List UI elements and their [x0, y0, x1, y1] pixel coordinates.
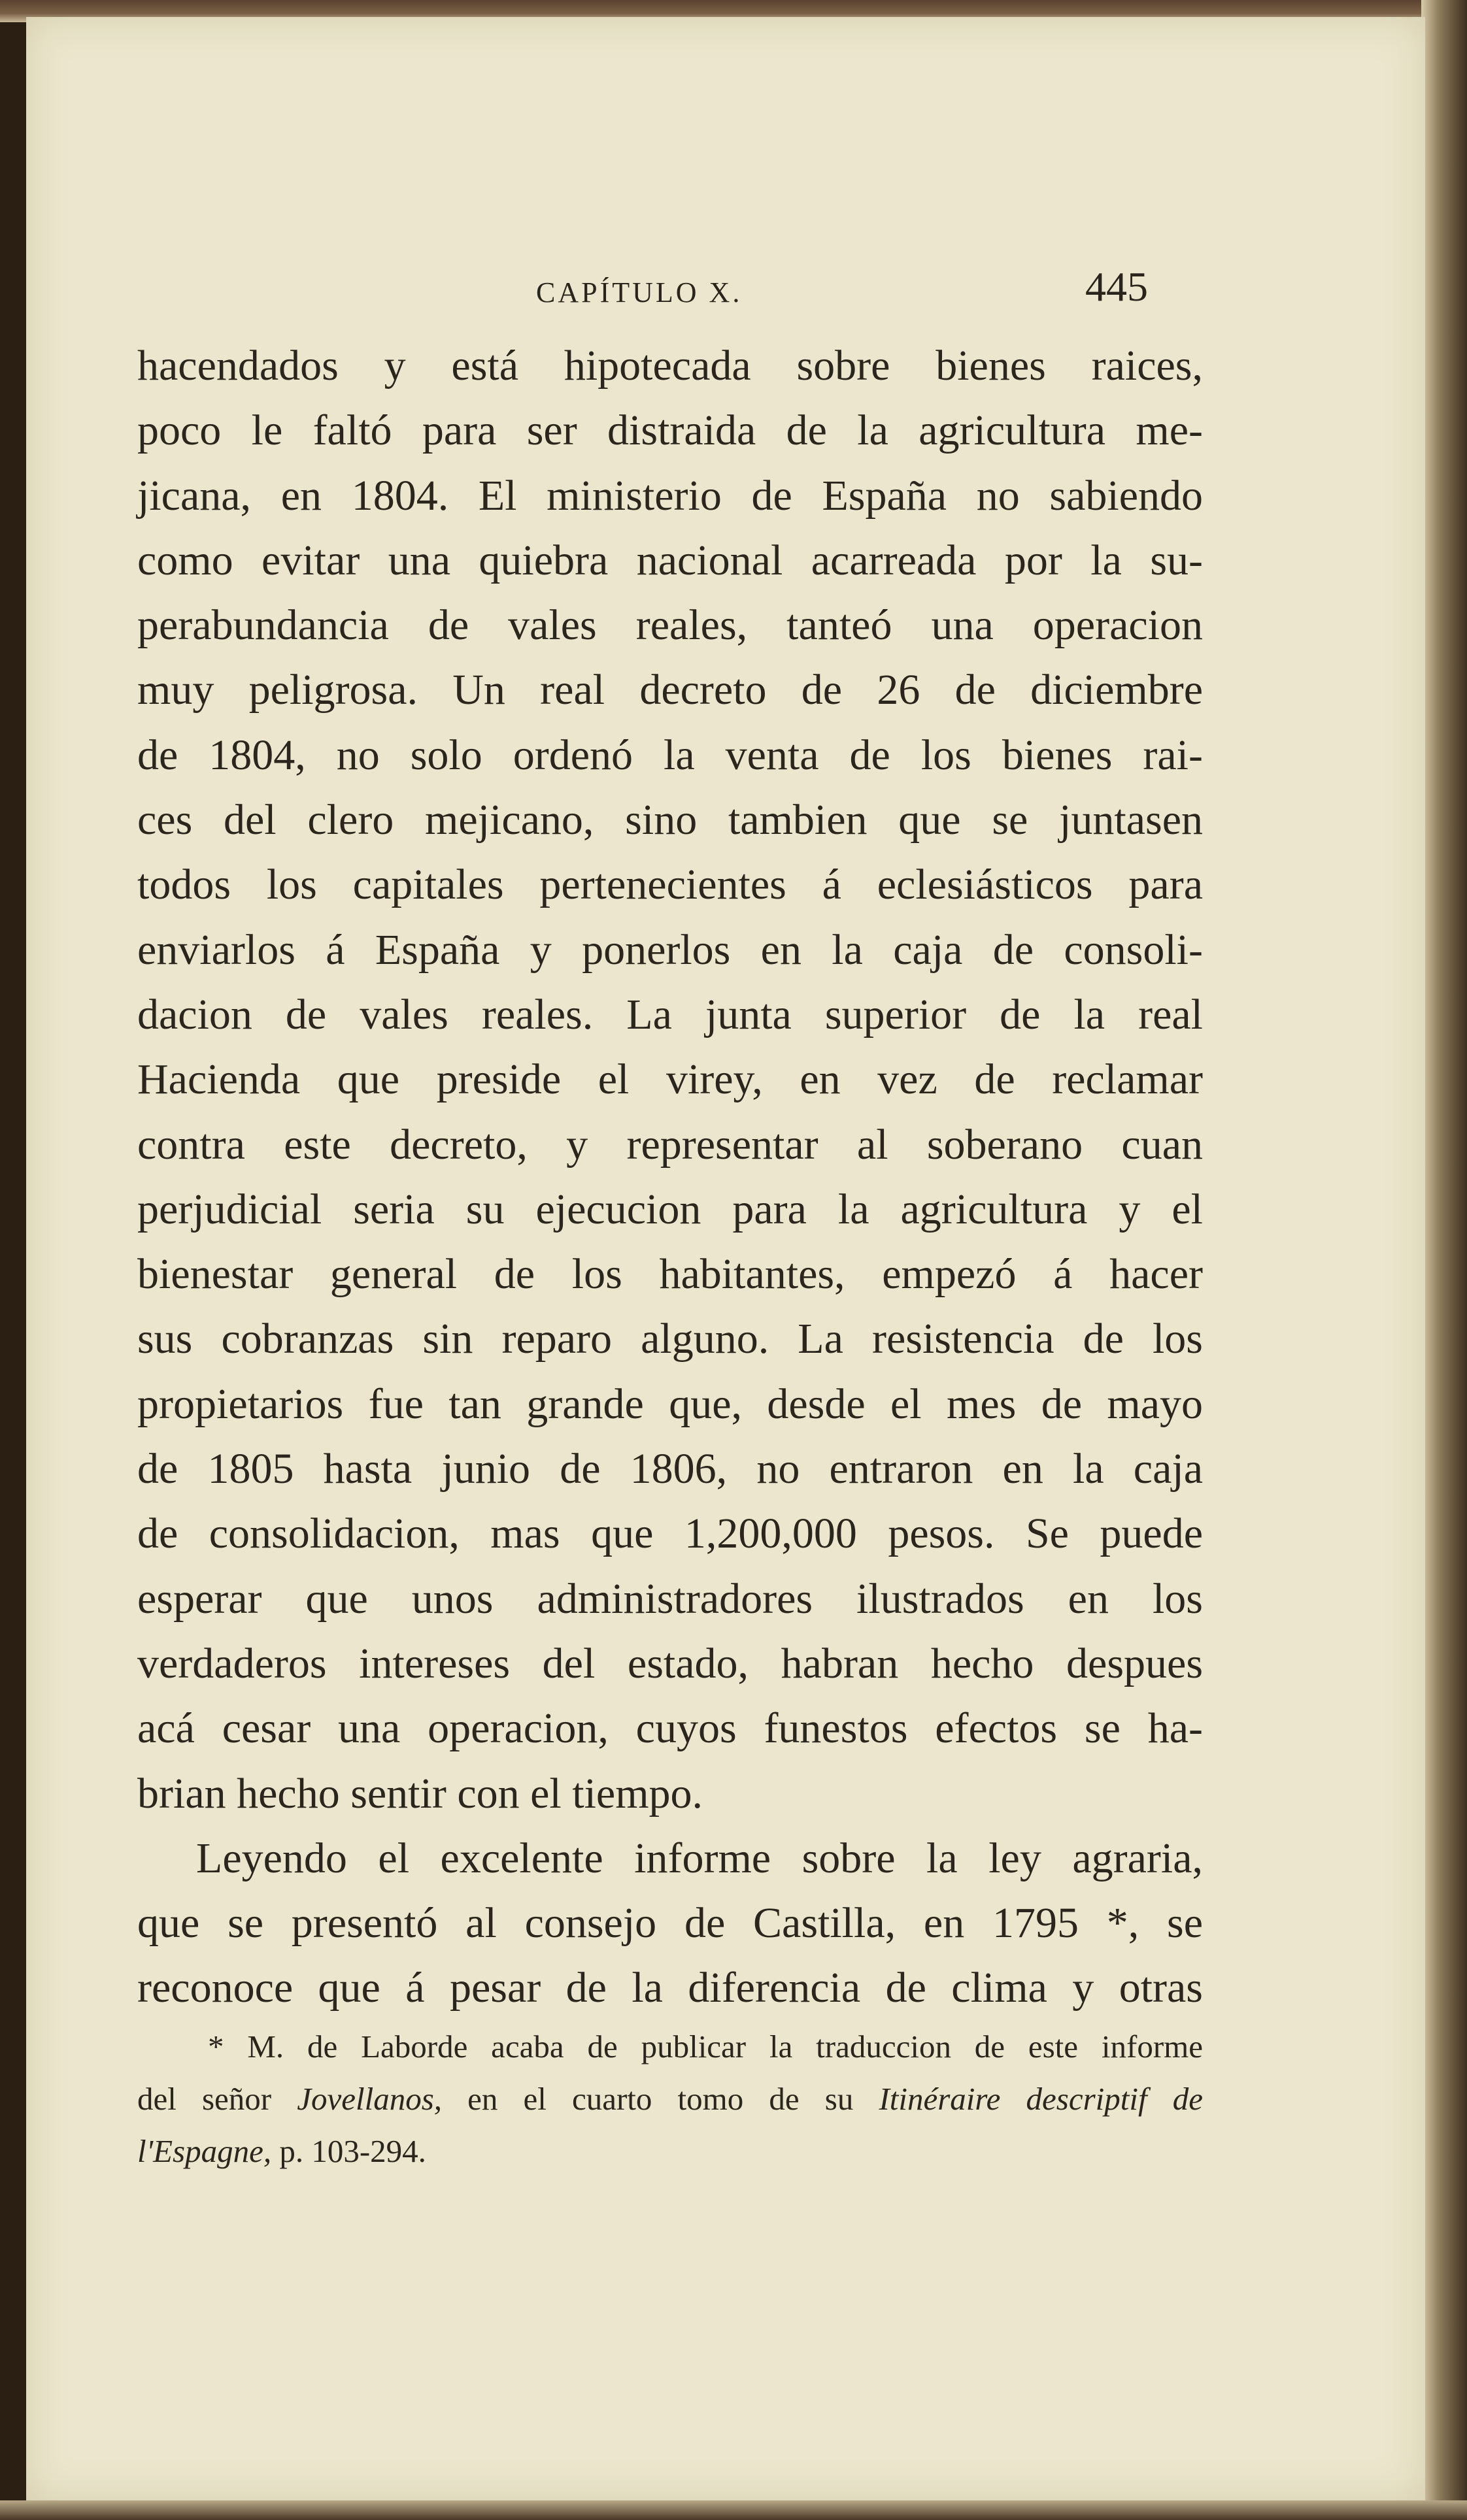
footnote-italic: l'Espagne, — [137, 2133, 272, 2169]
body-text — [137, 333, 1203, 2021]
text-line: bienestar general de los habitantes, empezó á hacer — [137, 1250, 1203, 1299]
text-line: que se presentó al consejo de Castilla, en 1795 *, se — [137, 1899, 1203, 1948]
text-line: dacion de vales reales. La junta superior de la real — [137, 990, 1203, 1038]
text-line: hacendados y está hipotecada sobre bienes raices, — [137, 342, 1203, 390]
text-line: jicana, en 1804. El ministerio de España no sabiendo — [137, 471, 1203, 520]
text-line: ces del clero mejicano, sino tambien que se juntasen — [137, 796, 1203, 844]
text-line: Hacienda que preside el virey, en vez de reclamar — [137, 1055, 1203, 1104]
text-line: contra este decreto, y representar al soberano cuan — [137, 1120, 1203, 1169]
text-line: como evitar una quiebra nacional acarreada por la su- — [137, 536, 1203, 584]
running-title: CAPÍTULO X. — [536, 276, 743, 308]
text-line: perjudicial seria su ejecucion para la agricultura y el — [137, 1185, 1203, 1233]
page-header — [26, 260, 1425, 332]
footnote-line — [137, 2021, 1203, 2073]
book-right-edge — [1421, 0, 1467, 2520]
text-line: todos los capitales pertenecientes á eclesiásticos para — [137, 861, 1203, 909]
text-line: propietarios fue tan grande que, desde el mes de mayo — [137, 1380, 1203, 1428]
text-line: de 1805 hasta junio de 1806, no entraron en la caja — [137, 1445, 1203, 1493]
text-line: reconoce que á pesar de la diferencia de clima y otras — [137, 1964, 1203, 2012]
footnote-text: del señor — [137, 2081, 297, 2117]
text-line: enviarlos á España y ponerlos en la caja de consoli- — [137, 925, 1203, 974]
text-line: perabundancia de vales reales, tanteó una operacion — [137, 601, 1203, 650]
text-line: sus cobranzas sin reparo alguno. La resistencia de los — [137, 1315, 1203, 1363]
book-page — [26, 17, 1425, 2500]
text-line: muy peligrosa. Un real decreto de 26 de diciembre — [137, 666, 1203, 714]
text-line: acá cesar una operacion, cuyos funestos efectos se ha- — [137, 1704, 1203, 1753]
footnote-italic: Itinéraire descriptif de — [879, 2081, 1203, 2117]
footnote-line — [137, 2125, 1203, 2178]
footnote-text: en el cuarto tomo de su — [442, 2081, 879, 2117]
footnote-text: p. 103-294. — [271, 2133, 426, 2169]
footnote-line — [137, 2073, 1203, 2125]
paragraph-end-line: brian hecho sentir con el tiempo. — [137, 1769, 703, 1817]
footnote-text: * M. de Laborde acaba de publicar la traduccion de este informe — [208, 2029, 1203, 2064]
paragraph-start-line: Leyendo el excelente informe sobre la ley agraria, — [196, 1834, 1203, 1882]
text-line: verdaderos intereses del estado, habran hecho despues — [137, 1639, 1203, 1687]
footnote-italic: Jovellanos, — [297, 2081, 443, 2117]
text-line: esperar que unos administradores ilustrados en los — [137, 1574, 1203, 1623]
text-line: poco le faltó para ser distraida de la agricultura me- — [137, 406, 1203, 455]
page-number: 445 — [1085, 263, 1148, 310]
footnote — [137, 2021, 1203, 2178]
text-line: de consolidacion, mas que 1,200,000 pesos. Se puede — [137, 1510, 1203, 1558]
book-bottom-edge — [0, 2500, 1467, 2520]
text-line: de 1804, no solo ordenó la venta de los bienes rai- — [137, 731, 1203, 779]
